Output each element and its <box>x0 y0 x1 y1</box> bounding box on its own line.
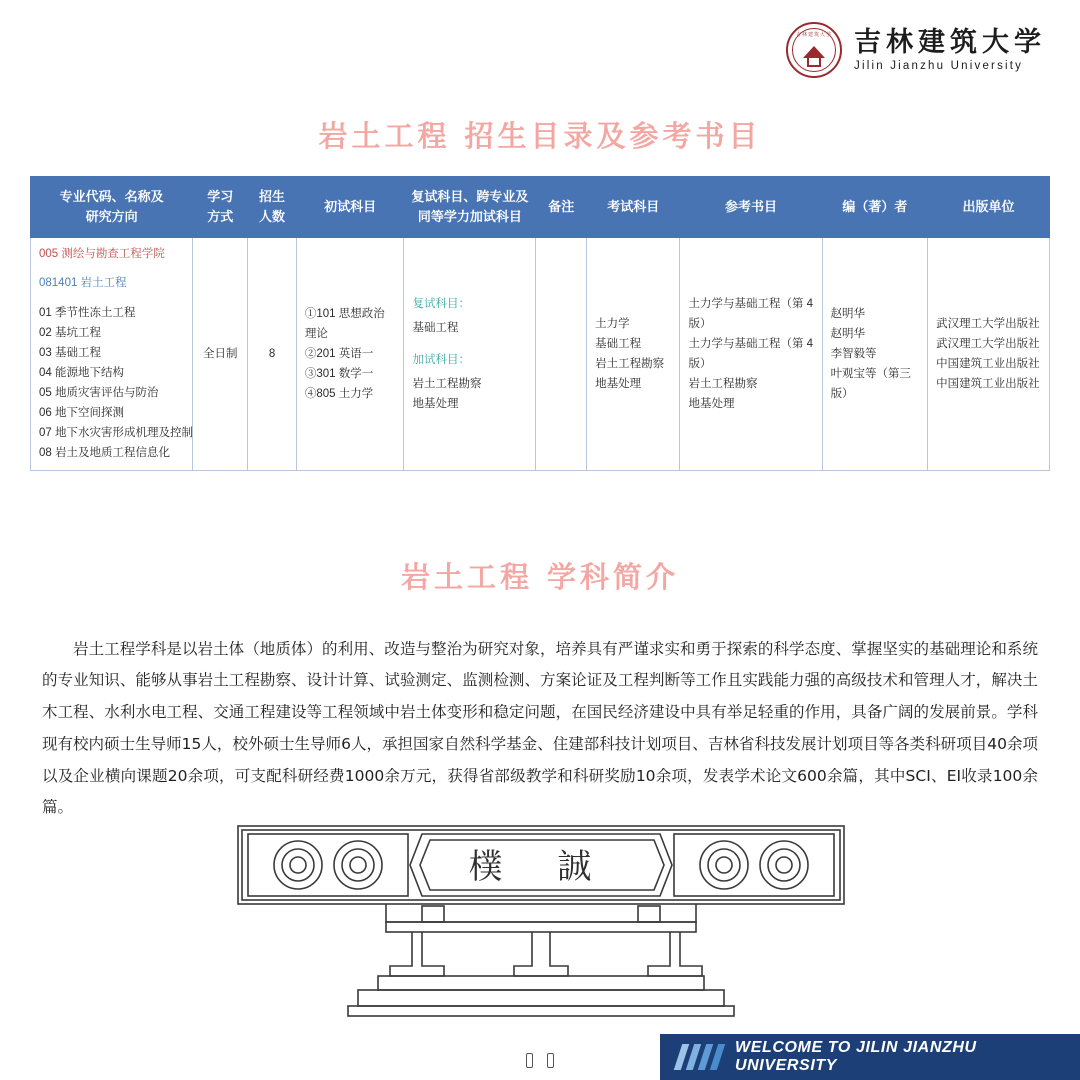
gate-svg <box>236 820 846 1035</box>
direction-item: 04 能源地下结构 <box>39 366 124 379</box>
first-exam-item: ②201 英语一 <box>304 347 374 360</box>
th-retest-line1: 复试科目、跨专业及 <box>411 189 529 204</box>
catalog-table-wrap <box>30 176 1050 471</box>
th-study-mode <box>193 177 248 238</box>
th-exam-subjects: 考试科目 <box>587 177 680 238</box>
th-enrollment-line1: 招生 <box>259 189 286 204</box>
exam-subject-item: 基础工程 <box>595 337 642 350</box>
th-study-mode-line1: 学习 <box>207 189 234 204</box>
th-major-line2: 研究方向 <box>85 209 138 225</box>
first-exam-item: ④805 土力学 <box>304 388 374 401</box>
seal-top-text: 吉林建筑大学 <box>795 32 832 38</box>
first-exam-item: ③301 数学一 <box>304 367 374 380</box>
page-dot <box>547 1053 554 1068</box>
page-title-intro: 岩土工程 学科简介 <box>400 560 680 594</box>
reference-book-item: 地基处理 <box>688 398 735 411</box>
th-retest-line2: 同等学力加试科目 <box>417 209 522 225</box>
page-title-catalog: 岩土工程 招生目录及参考书目 <box>318 119 762 153</box>
cell-first-exam <box>296 238 404 470</box>
direction-item: 06 地下空间探测 <box>39 407 124 420</box>
exam-subject-item: 地基处理 <box>595 378 642 391</box>
retest-label: 复试科目： <box>412 297 470 310</box>
reference-book-item: 土力学与基础工程（第 4 版） <box>688 297 814 330</box>
direction-item: 03 基础工程 <box>39 346 101 359</box>
author-item: 赵明华 <box>830 327 866 340</box>
campus-gate-illustration <box>236 820 846 1035</box>
catalog-table <box>30 176 1050 471</box>
publisher-item: 武汉理工大学出版社 <box>936 337 1040 350</box>
th-major-line1: 专业代码、名称及 <box>59 189 164 204</box>
th-enrollment <box>248 177 297 238</box>
th-first-exam: 初试科目 <box>296 177 404 238</box>
th-publishers: 出版单位 <box>928 177 1050 238</box>
cell-retest <box>404 238 536 470</box>
cell-enrollment: 8 <box>248 238 297 470</box>
cell-major <box>31 238 193 470</box>
research-directions <box>39 303 193 464</box>
author-item: 叶观宝等（第三版） <box>830 367 912 401</box>
major-code: 081401 岩土工程 <box>39 277 127 290</box>
exam-subject-item: 岩土工程勘察 <box>595 357 665 370</box>
discipline-introduction-text: 岩土工程学科是以岩土体（地质体）的利用、改造与整治为研究对象，培养具有严谨求实和勇于探索的科学态度、掌握坚实的基础理论和系统的专业知识、能够从事岩土工程勘察、设计计算、试验测定、监测检测、方案论证及工程判断等工作且实践能力强的高级技术和管理人才，解决土木工程、水利水电工程、交通工程建设等工程领域中岩土体变形和稳定问题，在国民经济建设中具有举足轻重的作用，具备广阔的发展前景。学科现有校内硕士生导师15人，校外硕士生导师6人，承担国家自然科学基金、住建部科技计划项目、吉林省科技发展计划项目等各类科研项目40余项以及企业横向课题20余项，可支配科研经费1000余万元，获得省部级教学和科研奖励10余项，发表学术论文600余篇，其中SCI、EI收录100余篇。 <box>42 639 1039 817</box>
gate-plaque-text: 樸 誠 <box>468 847 614 887</box>
author-item: 赵明华 <box>830 307 866 320</box>
direction-item: 02 基坑工程 <box>39 326 101 339</box>
table-row <box>31 238 1050 470</box>
cell-exam-subjects <box>587 238 680 470</box>
university-seal-icon <box>786 22 842 78</box>
th-remark: 备注 <box>536 177 587 238</box>
cell-remark <box>536 238 587 470</box>
th-reference-books: 参考书目 <box>680 177 822 238</box>
college-code: 005 测绘与勘查工程学院 <box>39 248 165 261</box>
university-name-cn: 吉林建筑大学 <box>854 26 1046 58</box>
publisher-item: 中国建筑工业出版社 <box>936 378 1040 391</box>
publisher-item: 中国建筑工业出版社 <box>936 357 1040 370</box>
direction-item: 01 季节性冻土工程 <box>39 306 136 319</box>
publisher-item: 武汉理工大学出版社 <box>936 317 1040 330</box>
exam-subject-item: 土力学 <box>595 317 630 330</box>
reference-book-item: 土力学与基础工程（第 4 版） <box>688 337 814 370</box>
reference-book-item: 岩土工程勘察 <box>688 378 758 391</box>
extra-exam-item: 岩土工程勘察 <box>412 377 482 390</box>
extra-exam-label: 加试科目： <box>412 353 470 366</box>
cell-study-mode: 全日制 <box>193 238 248 470</box>
author-item: 李智毅等 <box>830 347 877 360</box>
university-logo <box>786 22 1046 78</box>
cell-reference-books <box>680 238 822 470</box>
th-study-mode-line2: 方式 <box>207 209 234 225</box>
university-name-en: Jilin Jianzhu University <box>854 60 1024 73</box>
direction-item: 05 地质灾害评估与防治 <box>39 387 159 400</box>
first-exam-item: ①101 思想政治理论 <box>304 307 385 340</box>
th-enrollment-line2: 人数 <box>259 209 286 225</box>
page-dot <box>526 1053 533 1068</box>
cell-publishers <box>928 238 1050 470</box>
th-retest <box>404 177 536 238</box>
footer-stripes-icon <box>678 1044 721 1070</box>
page-indicator <box>526 1053 554 1068</box>
extra-exam-item: 地基处理 <box>412 398 459 411</box>
cell-authors <box>822 238 928 470</box>
footer <box>0 1034 1080 1080</box>
logo-text-block <box>854 28 1046 73</box>
seal-house-icon <box>803 46 825 58</box>
th-major <box>31 177 193 238</box>
footer-welcome-text: WELCOME TO JILIN JIANZHU UNIVERSITY <box>735 1039 977 1074</box>
direction-item: 07 地下水灾害形成机理及控制 <box>39 427 193 440</box>
retest-item: 基础工程 <box>412 321 459 334</box>
footer-banner <box>660 1034 1080 1080</box>
direction-item: 08 岩土及地质工程信息化 <box>39 447 170 460</box>
table-header-row <box>31 177 1050 238</box>
th-authors: 编（著）者 <box>822 177 928 238</box>
